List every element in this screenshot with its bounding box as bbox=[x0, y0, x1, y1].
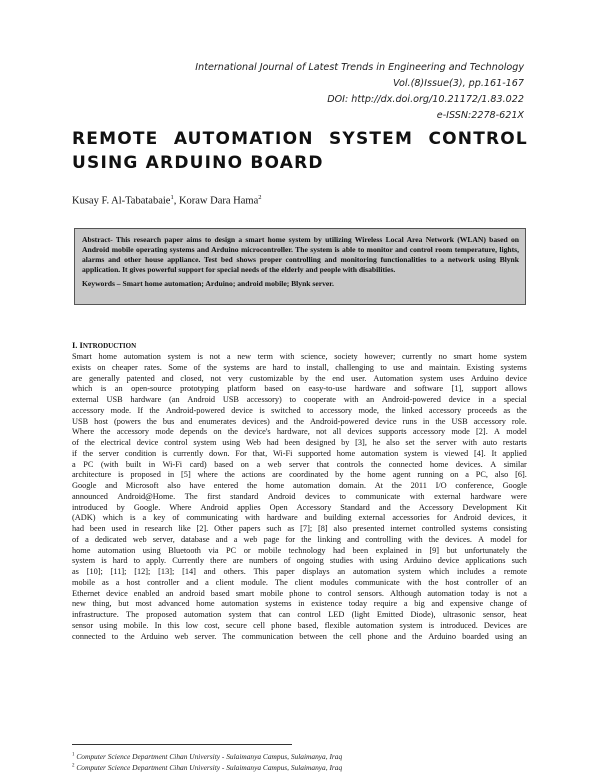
body-line: of a dedicated web server, database and a web page for the linking and controlling with the devices. A model for bbox=[72, 534, 527, 544]
footnote-mark: 1 bbox=[72, 752, 75, 758]
body-line: USB host (powers the bus and enumerates devices) and the Android-powered device runs in the USB accessory role. bbox=[72, 416, 527, 426]
body-line: architecture is proposed in [5] where the actions are coordinated by the home agent running on a PC, also [6]. bbox=[72, 470, 527, 480]
author-1-affiliation-mark: 1 bbox=[170, 194, 174, 201]
title-word: SYSTEM bbox=[328, 129, 414, 149]
author-1: Kusay F. Al-Tabatabaie bbox=[72, 195, 171, 207]
body-line: home automation using Bluetooth via PC or mobile technology had been explained in [9] but unfortunately the bbox=[72, 545, 527, 555]
footnote-2 bbox=[72, 763, 342, 772]
footnote-text: Computer Science Department Cihan University - Sulaimanya Campus, Sulaimanya, Iraq bbox=[76, 763, 343, 772]
body-line: (ADK) which is a key of communicating with hardware and building external accessories for Android devices, it bbox=[72, 513, 527, 523]
body-line: new thing, but most advanced home automation systems in existence today require a big and expensive change of bbox=[72, 599, 527, 609]
journal-issn: e-ISSN:2278-621X bbox=[436, 110, 524, 121]
section-heading bbox=[72, 340, 136, 350]
body-line: Google and Microsoft also have entered the home automation domain. At the 2011 I/O conference, Google bbox=[72, 481, 527, 490]
body-line: exists on cheaper rates. Some of the systems are hard to install, challenging to use and maintain. Existing systems bbox=[72, 362, 527, 372]
section-title: NTRODUCTION bbox=[82, 342, 137, 350]
footnote-1 bbox=[72, 752, 342, 761]
body-line: accessory mode. If the Android-powered device is switched to accessory mode, the linked accessory proceeds as the bbox=[72, 405, 527, 415]
abstract-box bbox=[74, 228, 526, 305]
journal-name: International Journal of Latest Trends in Engineering and Technology bbox=[195, 62, 524, 73]
author-list bbox=[72, 194, 261, 207]
body-line: connected to the Arduino web server. The communication between the cell phone and the Arduino boarded using an bbox=[72, 631, 527, 641]
body-line: sensor using mobile. In this low cost, secure cell phone based, flexible automation system is introduced. Devices are bbox=[72, 620, 527, 630]
body-line: which is an open-source prototyping platform based on easy-to-use hardware and software [1], support allows bbox=[72, 384, 527, 394]
paper-title bbox=[72, 127, 528, 175]
author-2: Koraw Dara Hama bbox=[178, 195, 259, 207]
section-number: I. I bbox=[72, 340, 83, 350]
body-line: if the server condition is currently down. For that, Wi-Fi supported home automation system is viewed [4]. It applied bbox=[72, 448, 527, 458]
title-word: CONTROL bbox=[428, 129, 528, 149]
body-line: Ethernet device enabled an android based smart mobile phone to control sensors. Although automation today is not a bbox=[72, 588, 527, 598]
keywords: Keywords – Smart home automation; Arduino; android mobile; Blynk server. bbox=[82, 279, 334, 288]
body-line: external USB hardware (an Android USB accessory) to cooperate with an Android-powered device in a special bbox=[72, 395, 527, 404]
body-line: are generally patented and closed, not very customizable by the end user. Automation system uses Arduino device bbox=[72, 373, 527, 383]
body-line: had been used in research like [2]. Other papers such as [7]; [8] also presented internet controlled systems consisting bbox=[72, 524, 527, 533]
title-line-2: USING ARDUINO BOARD bbox=[72, 153, 324, 173]
abstract-text: Abstract- This research paper aims to design a smart home system by utilizing Wireless Local Area Network (WLAN) based on Android mobile operating systems and Arduino microcontroller. The system is able to monitor and control room temperature, lights, alarms and other house appliance. Test bed shows proper controlling and monitoring functionalities to a network using Blynk application. It gives powerful support for special needs of the elderly and people with disabilities. bbox=[82, 235, 519, 274]
journal-volume: Vol.(8)Issue(3), pp.161-167 bbox=[393, 78, 524, 89]
title-word: REMOTE bbox=[72, 129, 159, 149]
body-line: as [10]; [11]; [12]; [13]; [14] and others. This paper displays an automation system which includes a remote bbox=[72, 567, 527, 576]
section-body bbox=[72, 352, 527, 642]
body-line: system is hard to apply. Currently there are numbers of ongoing studies with using Arduino device applications such bbox=[72, 556, 527, 566]
body-line: introduced by Google. Where Android applies Open Accessory Standard and the Accessory Development Kit bbox=[72, 502, 527, 512]
title-line-1 bbox=[72, 127, 528, 151]
footnote-rule bbox=[72, 744, 292, 745]
author-2-affiliation-mark: 2 bbox=[258, 194, 262, 201]
body-line: of the electrical device control system using Web had been designed by [3], he also set the server with auto restarts bbox=[72, 438, 527, 447]
footnote-text: Computer Science Department Cihan University - Sulaimanya Campus, Sulaimanya, Iraq bbox=[76, 752, 343, 761]
footnote-mark: 2 bbox=[72, 763, 75, 769]
body-line: a PC (with built in Wi-Fi card) based on a web server that controls the connected home devices. A similar bbox=[72, 459, 527, 469]
body-line: announced Android@Home. The first standard Android devices to communicate with external hardware were bbox=[72, 491, 527, 501]
author-separator: , bbox=[173, 195, 179, 207]
body-line: Smart home automation system is not a new term with science, society however; currently no smart home system bbox=[72, 352, 527, 361]
title-word: AUTOMATION bbox=[173, 129, 314, 149]
journal-doi: DOI: http://dx.doi.org/10.21172/1.83.022 bbox=[327, 94, 524, 105]
body-line: mobile as a host controller and a client module. The client modules communicate with the host controller of an bbox=[72, 577, 527, 587]
body-line: Where the accessory mode depends on the device's hardware, not all devices supports accessory mode [2]. A model bbox=[72, 427, 527, 437]
body-line: infrastructure. The proposed automation system that can control LED (light Emitted Diode), ultrasonic sensor, heat bbox=[72, 610, 527, 619]
